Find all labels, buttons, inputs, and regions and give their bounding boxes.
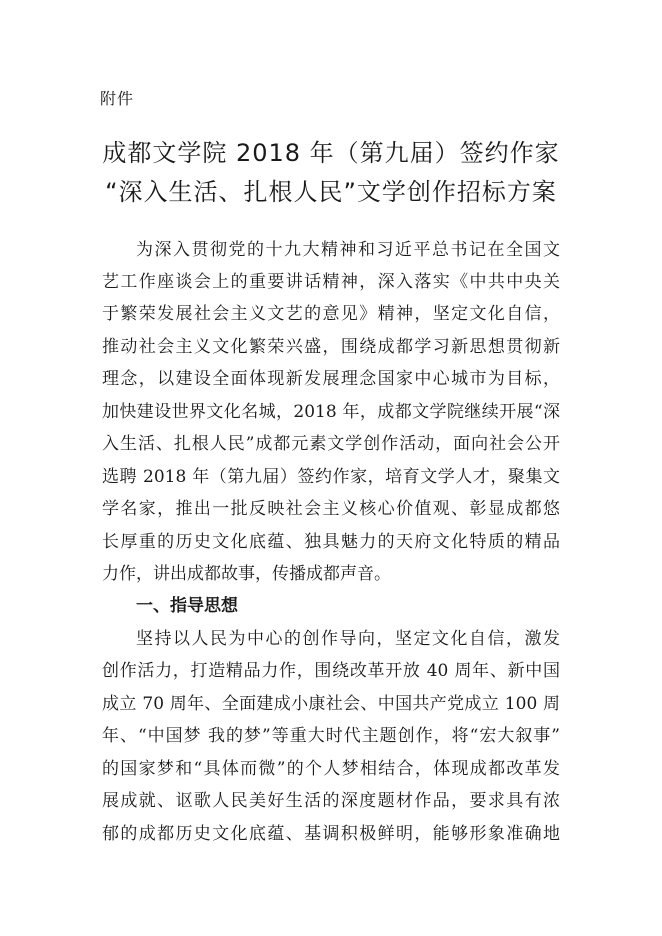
section-paragraph-line: 年、“中国梦 我的梦”等重大时代主题创作，将“宏大叙事”: [102, 726, 560, 746]
intro-paragraph-line: 于繁荣发展社会主义文艺的意见》精神，坚定文化自信，: [102, 304, 560, 324]
section-paragraph-line: 坚持以人民为中心的创作导向，坚定文化自信，激发: [136, 629, 560, 649]
intro-paragraph-line: 选聘 2018 年（第九届）签约作家，培育文学人才，聚集文: [102, 467, 560, 487]
section-heading: 一、指导思想: [136, 596, 238, 616]
intro-paragraph-line: 入生活、扎根人民”成都元素文学创作活动，面向社会公开: [102, 434, 560, 454]
intro-paragraph-line: 为深入贯彻党的十九大精神和习近平总书记在全国文: [136, 240, 560, 260]
intro-paragraph-line: 推动社会主义文化繁荣兴盛，围绕成都学习新思想贯彻新: [102, 337, 560, 357]
section-paragraph-line: 展成就、讴歌人民美好生活的深度题材作品，要求具有浓: [102, 791, 560, 811]
intro-paragraph-line: 理念，以建设全面体现新发展理念国家中心城市为目标，: [102, 369, 560, 389]
intro-paragraph-line: 学名家，推出一批反映社会主义核心价值观、彰显成都悠: [102, 499, 560, 519]
document-title-line-2: “深入生活、扎根人民”文学创作招标方案: [105, 178, 557, 206]
intro-paragraph-line: 长厚重的历史文化底蕴、独具魅力的天府文化特质的精品: [102, 532, 560, 552]
document-title-line-1: 成都文学院 2018 年（第九届）签约作家: [102, 139, 560, 167]
section-paragraph-line: 郁的成都历史文化底蕴、基调积极鲜明，能够形象准确地: [102, 824, 560, 844]
section-paragraph-line: 创作活力，打造精品力作，围绕改革开放 40 周年、新中国: [102, 661, 560, 681]
intro-paragraph-line: 加快建设世界文化名城，2018 年，成都文学院继续开展“深: [102, 402, 560, 422]
section-paragraph-line: 的国家梦和“具体而微”的个人梦相结合，体现成都改革发: [102, 759, 560, 779]
intro-paragraph-line: 力作，讲出成都故事，传播成都声音。: [102, 564, 391, 584]
attachment-label: 附件: [100, 89, 135, 108]
intro-paragraph-line: 艺工作座谈会上的重要讲话精神，深入落实《中共中央关: [102, 272, 560, 292]
section-paragraph-line: 成立 70 周年、全面建成小康社会、中国共产党成立 100 周: [102, 694, 560, 714]
